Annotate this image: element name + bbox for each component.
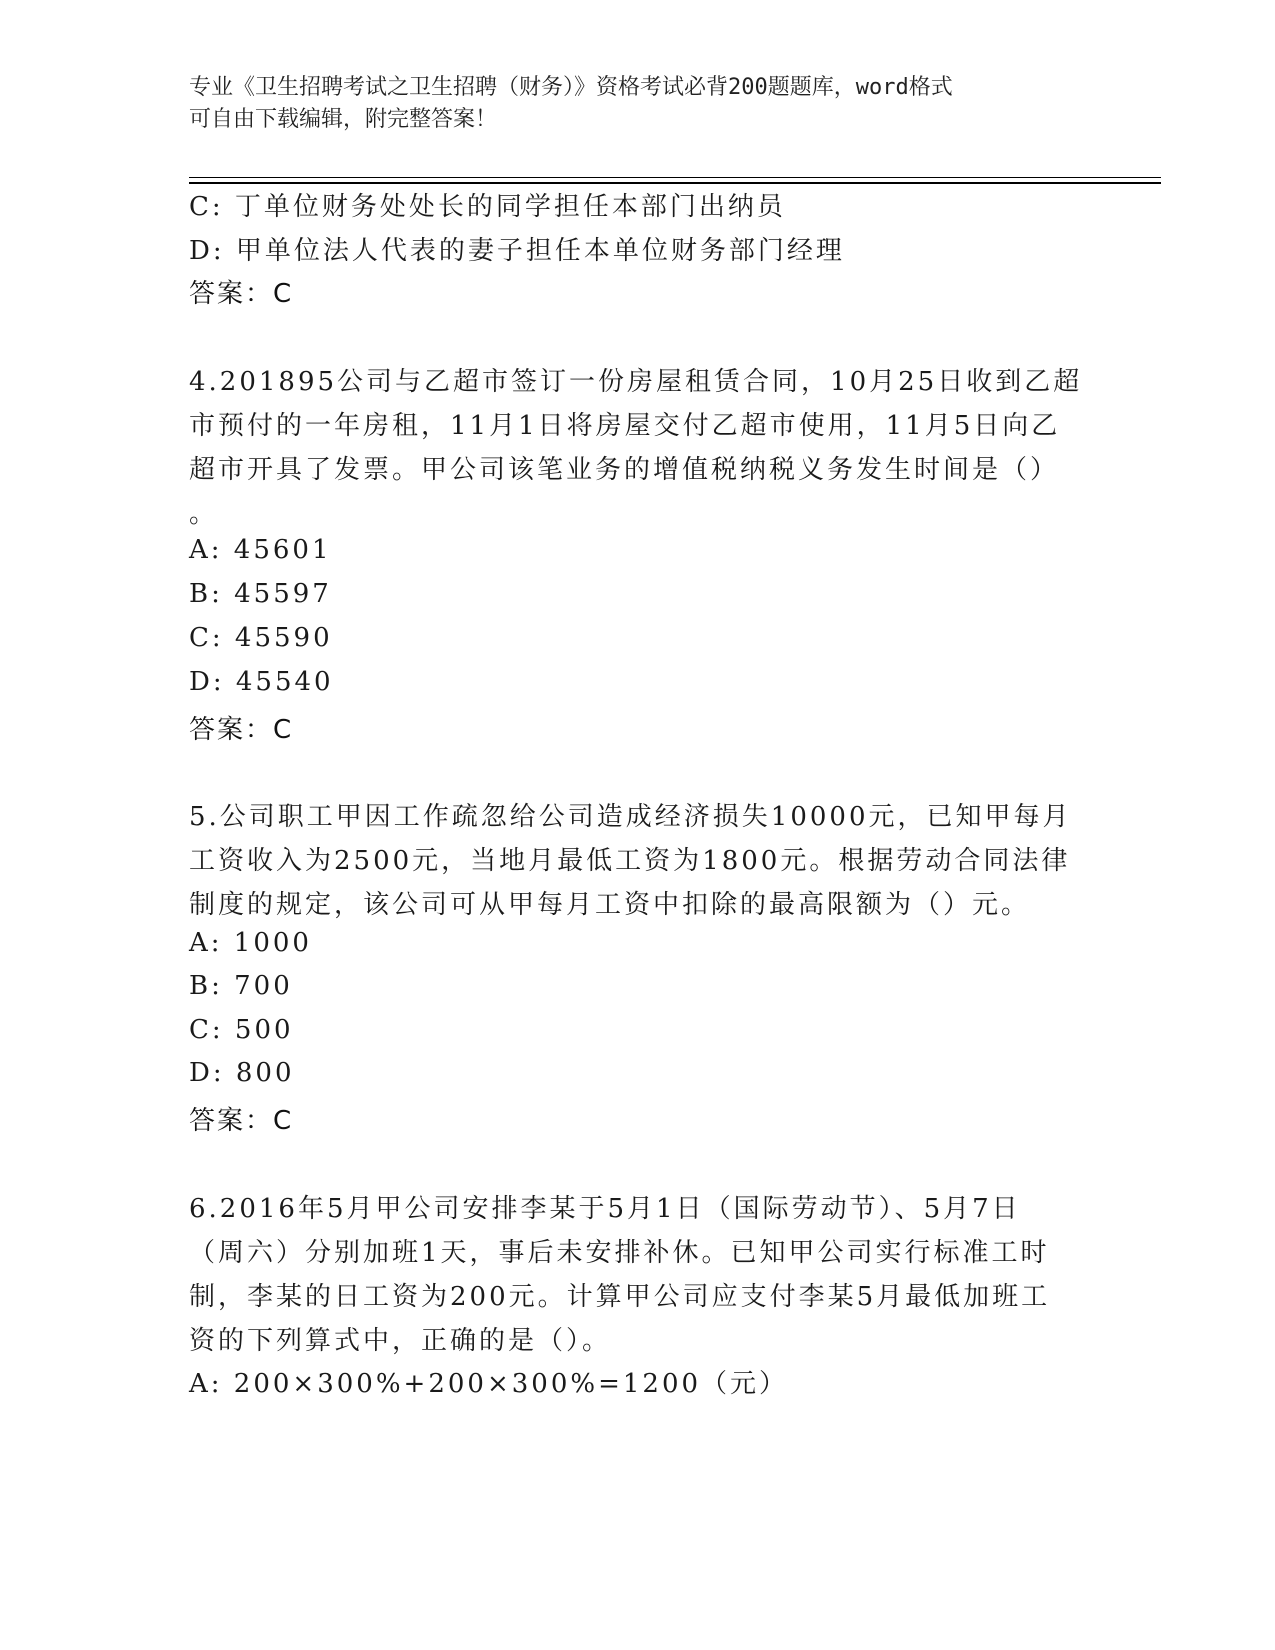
q6-option-a: A: 200×300%+200×300%=1200（元） bbox=[189, 1369, 789, 1399]
q5-text-line-2: 工资收入为2500元，当地月最低工资为1800元。根据劳动合同法律 bbox=[189, 846, 1071, 876]
q4-text-line-2: 市预付的一年房租，11月1日将房屋交付乙超市使用，11月5日向乙 bbox=[189, 411, 1061, 441]
q5-text-line-3: 制度的规定，该公司可从甲每月工资中扣除的最高限额为（）元。 bbox=[189, 890, 1031, 920]
header-divider-thick bbox=[189, 182, 1161, 184]
q6-text-line-4: 资的下列算式中，正确的是（）。 bbox=[189, 1326, 612, 1356]
q5-answer: 答案：C bbox=[189, 1106, 294, 1136]
q5-option-c: C: 500 bbox=[189, 1015, 294, 1045]
q4-text-line-4: 。 bbox=[189, 499, 219, 529]
q4-option-c: C: 45590 bbox=[189, 623, 333, 653]
q6-text-line-1: 6.2016年5月甲公司安排李某于5月1日（国际劳动节）、5月7日 bbox=[189, 1194, 1021, 1224]
q5-text-line-1: 5.公司职工甲因工作疏忽给公司造成经济损失10000元，已知甲每月 bbox=[189, 802, 1072, 832]
q4-option-b: B: 45597 bbox=[189, 579, 332, 609]
q6-text-line-2: （周六）分别加班1天，事后未安排补休。已知甲公司实行标准工时 bbox=[189, 1238, 1050, 1268]
q5-option-b: B: 700 bbox=[189, 971, 293, 1001]
q4-text-line-1: 4.201895公司与乙超市签订一份房屋租赁合同，10月25日收到乙超 bbox=[189, 367, 1083, 397]
header-divider-thin bbox=[189, 177, 1161, 178]
q3-option-d: D: 甲单位法人代表的妻子担任本单位财务部门经理 bbox=[189, 236, 845, 266]
q4-option-d: D: 45540 bbox=[189, 667, 334, 697]
page-header bbox=[189, 72, 1089, 136]
q6-text-line-3: 制，李某的日工资为200元。计算甲公司应支付李某5月最低加班工 bbox=[189, 1282, 1051, 1312]
header-title-line-2: 可自由下载编辑，附完整答案！ bbox=[189, 107, 498, 132]
q4-option-a: A: 45601 bbox=[189, 535, 332, 565]
q5-option-d: D: 800 bbox=[189, 1058, 295, 1088]
header-title-line-1: 专业《卫生招聘考试之卫生招聘（财务）》资格考试必背200题题库，word格式 bbox=[189, 75, 953, 100]
q5-option-a: A: 1000 bbox=[189, 928, 312, 958]
q3-answer: 答案：C bbox=[189, 279, 294, 309]
q3-option-c: C: 丁单位财务处处长的同学担任本部门出纳员 bbox=[189, 192, 786, 222]
q4-text-line-3: 超市开具了发票。甲公司该笔业务的增值税纳税义务发生时间是（） bbox=[189, 455, 1060, 485]
q4-answer: 答案：C bbox=[189, 715, 294, 745]
